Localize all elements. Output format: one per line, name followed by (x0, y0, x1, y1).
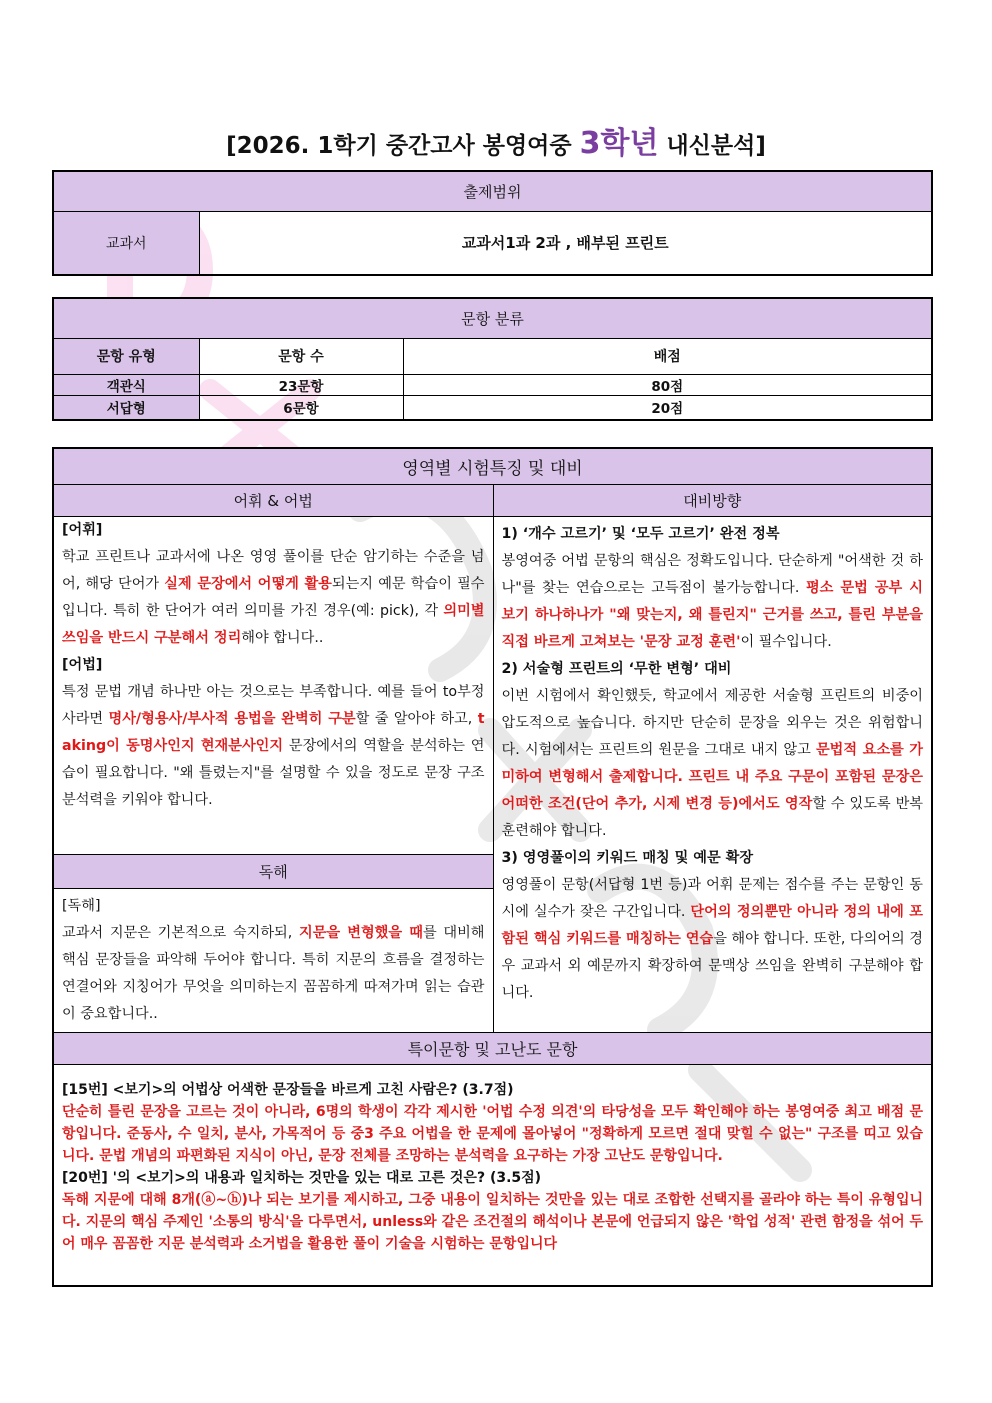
scope-value: 교과서1과 2과 , 배부된 프린트 (199, 211, 932, 275)
classification-header: 문항 분류 (53, 298, 932, 338)
special-cell (53, 1064, 932, 1286)
row-type: 서답형 (53, 395, 199, 420)
vocab-text: 학교 프린트나 교과서에 나온 영영 풀이를 단순 암기하는 수준을 넘어, 해당 단어가 실제 문장에서 어떻게 활용되는지 예문 학습이 필수입니다. 특히 한 단어가 여러 의미를 가진 경우(예: pick), 각 의미별 쓰임을 반드시 구분해서 정리해야 합니다.. (62, 548, 485, 646)
table-row (53, 374, 932, 395)
table-row (53, 395, 932, 420)
grammar-text: 특정 문법 개념 하나만 아는 것으로는 부족합니다. 예를 들어 to부정사라면 명사/형용사/부사적 용법을 완벽히 구분할 줄 알아야 하고, taking이 동명사인지 현재분사인지 문장에서의 역할을 분석하는 연습이 필요합니다. "왜 틀렸는지"를 설명할 수 있을 정도로 문장 구조 분석력을 키워야 합니다. (62, 683, 485, 808)
strategy-cell (493, 516, 932, 1032)
strategy-3-title: 3) 영영풀이의 키워드 매칭 및 예문 확장 (501, 849, 754, 866)
title-suffix: 내신분석] (666, 133, 766, 159)
reading-header: 독해 (53, 854, 493, 888)
strategy-2-title: 2) 서술형 프린트의 ‘무한 변형’ 대비 (501, 660, 732, 677)
title-prefix: [2026. 1학기 중간고사 봉영여중 (226, 133, 572, 159)
strategy-3-text: 영영풀이 문항(서답형 1번 등)과 어휘 문제는 점수를 주는 문항인 동시에 실수가 잦은 구간입니다. 단어의 정의뿐만 아니라 정의 내에 포함된 핵심 키워드를 매칭하는 연습을 해야 합니다. 또한, 다의어의 경우 교과서 외 예문까지 확장하여 문맥상 쓰임을 완벽히 구분해야 합니다. (501, 876, 924, 1001)
vocab-grammar-cell (53, 516, 493, 854)
q15-body: 단순히 틀린 문장을 고르는 것이 아니라, 6명의 학생이 각각 제시한 '어법 수정 의견'의 타당성을 모두 확인해야 하는 봉영여중 최고 배점 문항입니다. 준동사, 수 일치, 분사, 가목적어 등 중3 주요 어법을 한 문제에 몰아넣어 "정확하게 모르면 절대 맞힐 수 없는" 구조를 띠고 있습니다. 문법 개념의 파편화된 지식이 아닌, 문장 전체를 조망하는 분석력을 요구하는 가장 고난도 문항입니다. (62, 1103, 923, 1164)
strategy-2-text: 이번 시험에서 확인했듯, 학교에서 제공한 서술형 프린트의 비중이 압도적으로 높습니다. 하지만 단순히 문장을 외우는 것은 위험합니다. 시험에서는 프린트의 원문을 그대로 내지 않고 문법적 요소를 가미하여 변형해서 출제합니다. 프린트 내 주요 구문이 포함된 문장은 어떠한 조건(단어 추가, 시제 변경 등)에서도 영작할 수 있도록 반복 훈련해야 합니다. (501, 687, 923, 839)
reading-text: 교과서 지문은 기본적으로 숙지하되, 지문을 변형했을 때를 대비해 핵심 문장들을 파악해 두어야 합니다. 특히 지문의 흐름을 결정하는 연결어와 지칭어가 무엇을 의미하는지 꼼꼼하게 따져가며 읽는 습관이 중요합니다.. (62, 924, 485, 1022)
row-count: 6문항 (199, 395, 403, 420)
q20-title: [20번] '의 <보기>의 내용과 일치하는 것만을 있는 대로 고른 것은? (3.5점) (62, 1169, 542, 1186)
row-type: 객관식 (53, 374, 199, 395)
col-count: 문항 수 (199, 338, 403, 374)
features-table (52, 447, 933, 1287)
q15-title: [15번] <보기>의 어법상 어색한 문장들을 바르게 고친 사람은? (3.7점) (62, 1081, 514, 1098)
scope-header: 출제범위 (53, 171, 932, 211)
features-header: 영역별 시험특징 및 대비 (53, 448, 932, 484)
row-score: 20점 (403, 395, 932, 420)
special-header: 특이문항 및 고난도 문항 (53, 1032, 932, 1064)
col-type: 문항 유형 (53, 338, 199, 374)
strategy-1-title: 1) ‘개수 고르기’ 및 ‘모두 고르기’ 완전 정복 (501, 525, 780, 542)
scope-label: 교과서 (53, 211, 199, 275)
vocab-grammar-header: 어휘 & 어법 (53, 484, 493, 516)
reading-cell (53, 888, 493, 1032)
row-count: 23문항 (199, 374, 403, 395)
page-title (0, 118, 992, 162)
col-score: 배점 (403, 338, 932, 374)
title-grade: 3학년 (579, 126, 659, 161)
classification-table (52, 297, 933, 421)
scope-table (52, 170, 933, 276)
row-score: 80점 (403, 374, 932, 395)
strategy-header: 대비방향 (493, 484, 932, 516)
grammar-title: [어법] (62, 656, 103, 673)
reading-title: [독해] (62, 897, 101, 914)
strategy-1-text: 봉영여중 어법 문항의 핵심은 정확도입니다. 단순하게 "어색한 것 하나"를 찾는 연습으로는 고득점이 불가능합니다. 평소 문법 공부 시 보기 하나하나가 "왜 맞는지, 왜 틀린지" 근거를 쓰고, 틀린 부분을 직접 바르게 고쳐보는 '문장 교정 훈련'이 필수입니다. (501, 552, 923, 650)
q20-body: 독해 지문에 대해 8개(ⓐ~ⓗ)나 되는 보기를 제시하고, 그중 내용이 일치하는 것만을 있는 대로 조합한 선택지를 골라야 하는 특이 유형입니다. 지문의 핵심 주제인 '소통의 방식'을 다루면서, unless와 같은 조건절의 해석이나 본문에 언급되지 않은 '학업 성적' 관련 함정을 섞어 두어 매우 꼼꼼한 지문 분석력과 소거법을 활용한 풀이 기술을 시험하는 문항입니다 (62, 1191, 924, 1252)
vocab-title: [어휘] (62, 521, 103, 538)
